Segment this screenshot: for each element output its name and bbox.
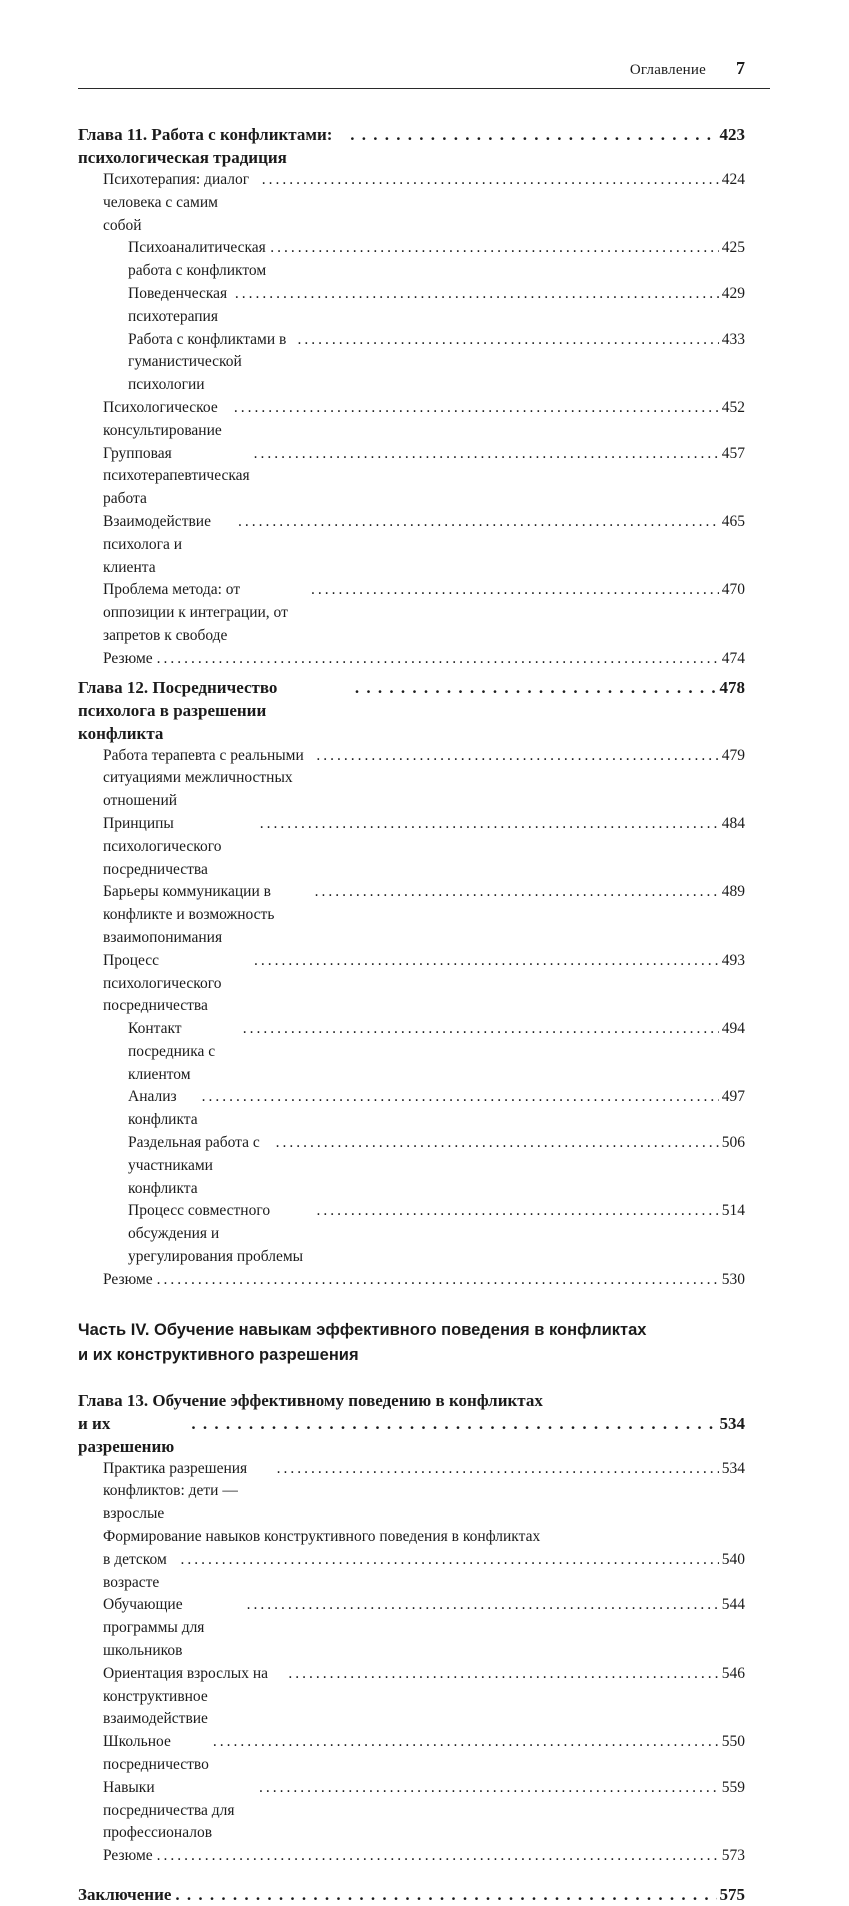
toc-entry-page: 493 xyxy=(721,951,745,969)
toc-entry-title: Работа с конфликтами в гуманистической психологии xyxy=(128,330,287,394)
dot-leader xyxy=(288,1663,718,1686)
toc-row xyxy=(78,1412,745,1458)
toc-item xyxy=(78,1318,745,1368)
toc-row xyxy=(128,1132,745,1200)
toc-item xyxy=(78,1594,745,1662)
toc-item xyxy=(78,1777,745,1845)
toc-entry-page: 452 xyxy=(721,398,745,416)
toc-item xyxy=(78,813,745,881)
toc-entry-title: Процесс совместного обсуждения и урегулирования проблемы xyxy=(128,1202,304,1266)
toc-entry-title: Принципы психологического посредничества xyxy=(103,814,222,878)
toc-entry-title: Процесс психологического посредничества xyxy=(103,951,222,1015)
toc-entry-title: Глава 12. Посредничество психолога в разрешении конфликта xyxy=(78,677,278,743)
toc-entry-page: 457 xyxy=(721,444,745,462)
toc-item xyxy=(78,1883,745,1906)
dot-leader xyxy=(254,950,719,973)
dot-leader xyxy=(262,169,719,192)
toc-row xyxy=(78,1343,745,1368)
toc-row xyxy=(128,283,745,329)
toc-entry-page: 484 xyxy=(721,814,745,832)
toc-entry-title: Анализ конфликта xyxy=(128,1088,198,1129)
toc-item xyxy=(78,648,745,671)
toc-item xyxy=(78,1132,745,1200)
toc-entry-title: Резюме xyxy=(103,649,153,667)
toc-entry-page: 474 xyxy=(721,649,745,667)
toc-item xyxy=(78,881,745,949)
toc-row xyxy=(103,169,745,237)
dot-leader xyxy=(234,397,719,420)
page-number: 7 xyxy=(736,58,745,78)
toc-entry-page: 575 xyxy=(719,1885,745,1904)
dot-leader xyxy=(311,579,719,602)
toc-row xyxy=(103,1777,745,1845)
toc-entry-title: Формирование навыков конструктивного поведения в конфликтах xyxy=(103,1528,541,1546)
toc-entry-page: 433 xyxy=(721,330,745,348)
toc-entry-title: Проблема метода: от оппозиции к интеграции, от запретов к свободе xyxy=(103,581,288,644)
toc-item xyxy=(78,1200,745,1268)
dot-leader xyxy=(316,1200,718,1223)
toc-entry-title: Заключение xyxy=(78,1885,172,1904)
toc-row xyxy=(103,443,745,511)
dot-leader xyxy=(235,283,719,306)
toc-row xyxy=(103,813,745,881)
toc-entry-title: Психоаналитическая работа с конфликтом xyxy=(128,239,267,280)
toc-entry-title: Раздельная работа с участниками конфликта xyxy=(128,1134,260,1197)
toc-list xyxy=(78,89,770,1906)
dot-leader xyxy=(350,123,716,146)
toc-entry-page: 494 xyxy=(721,1020,745,1038)
toc-row xyxy=(103,579,745,647)
toc-item xyxy=(78,1458,745,1526)
toc-row xyxy=(128,329,745,397)
toc-entry-page: 429 xyxy=(721,284,745,302)
toc-entry-page: 534 xyxy=(721,1459,745,1477)
toc-row xyxy=(103,1594,745,1662)
toc-entry-page: 550 xyxy=(721,1733,745,1751)
toc-row xyxy=(103,1663,745,1731)
toc-row xyxy=(78,123,745,169)
toc-entry-page: 470 xyxy=(721,581,745,599)
toc-entry-title: Глава 11. Работа с конфликтами: психологическая традиция xyxy=(78,125,333,167)
toc-entry-page: 530 xyxy=(721,1270,745,1288)
toc-item xyxy=(78,329,745,397)
toc-entry-title: в детском возрасте xyxy=(103,1550,167,1591)
toc-entry-title: Ориентация взрослых на конструктивное взаимодействие xyxy=(103,1664,269,1728)
dot-leader xyxy=(277,1458,719,1481)
toc-row xyxy=(103,1845,745,1868)
toc-item xyxy=(78,950,745,1018)
toc-entry-page: 478 xyxy=(719,677,745,697)
toc-entry-title: Взаимодействие психолога и клиента xyxy=(103,512,211,576)
toc-row xyxy=(103,1549,745,1595)
dot-leader xyxy=(243,1018,719,1041)
toc-row xyxy=(128,1200,745,1268)
toc-item xyxy=(78,1018,745,1086)
toc-item xyxy=(78,1526,745,1594)
toc-item xyxy=(78,237,745,283)
toc-row xyxy=(103,397,745,443)
toc-item xyxy=(78,1269,745,1292)
toc-row xyxy=(78,676,745,745)
toc-entry-page: 540 xyxy=(721,1550,745,1568)
toc-item xyxy=(78,169,745,237)
dot-leader xyxy=(202,1086,719,1109)
dot-leader xyxy=(254,443,719,466)
toc-entry-title: Практика разрешения конфликтов: дети — взрослые xyxy=(103,1459,248,1523)
toc-row xyxy=(103,745,745,813)
toc-item xyxy=(78,1389,745,1458)
toc-row xyxy=(103,1731,745,1777)
toc-entry-title: Работа терапевта с реальными ситуациями межличностных отношений xyxy=(103,746,304,810)
toc-entry-page: 497 xyxy=(721,1088,745,1106)
toc-item xyxy=(78,397,745,443)
toc-row xyxy=(103,1526,745,1549)
toc-row xyxy=(78,1318,745,1343)
toc-item xyxy=(78,283,745,329)
toc-row xyxy=(103,950,745,1018)
dot-leader xyxy=(315,881,719,904)
toc-row xyxy=(78,1389,745,1412)
dot-leader xyxy=(157,648,719,671)
toc-entry-page: 506 xyxy=(721,1134,745,1152)
toc-entry-page: 546 xyxy=(721,1664,745,1682)
toc-item xyxy=(78,745,745,813)
dot-leader xyxy=(181,1549,719,1572)
toc-row xyxy=(103,511,745,579)
toc-entry-page: 534 xyxy=(719,1413,745,1433)
toc-entry-title: Психотерапия: диалог человека с самим собой xyxy=(103,171,250,234)
dot-leader xyxy=(213,1731,719,1754)
toc-item xyxy=(78,1731,745,1777)
toc-item xyxy=(78,123,745,169)
running-head-title: Оглавление xyxy=(629,62,706,78)
toc-entry-title: Навыки посредничества для профессионалов xyxy=(103,1778,235,1842)
dot-leader xyxy=(238,511,719,534)
dot-leader xyxy=(191,1412,716,1435)
toc-entry-title: Часть IV. Обучение навыкам эффективного поведения в конфликтах xyxy=(78,1320,647,1339)
toc-entry-page: 559 xyxy=(721,1778,745,1796)
toc-row xyxy=(103,1269,745,1292)
toc-entry-page: 489 xyxy=(721,883,745,901)
toc-entry-page: 573 xyxy=(721,1847,745,1865)
toc-row xyxy=(103,1458,745,1526)
toc-entry-title: Резюме xyxy=(103,1847,153,1865)
toc-row xyxy=(128,237,745,283)
dot-leader xyxy=(259,1777,719,1800)
toc-item xyxy=(78,511,745,579)
dot-leader xyxy=(316,745,718,768)
toc-entry-page: 425 xyxy=(721,239,745,257)
toc-item xyxy=(78,1086,745,1132)
toc-item xyxy=(78,579,745,647)
toc-entry-title: Резюме xyxy=(103,1270,153,1288)
toc-item xyxy=(78,676,745,745)
toc-row xyxy=(103,648,745,671)
toc-entry-title: Барьеры коммуникации в конфликте и возможность взаимопонимания xyxy=(103,883,275,946)
running-head xyxy=(78,58,770,88)
toc-entry-title: Контакт посредника с клиентом xyxy=(128,1020,216,1083)
dot-leader xyxy=(157,1845,719,1868)
dot-leader xyxy=(297,329,718,352)
toc-row xyxy=(128,1018,745,1086)
toc-entry-title: и их разрешению xyxy=(78,1413,175,1456)
toc-entry-page: 424 xyxy=(721,171,745,188)
toc-entry-title: Психологическое консультирование xyxy=(103,398,222,439)
dot-leader xyxy=(247,1594,719,1617)
toc-entry-title: Обучающие программы для школьников xyxy=(103,1596,205,1660)
dot-leader xyxy=(270,237,718,260)
toc-entry-title: Школьное посредничество xyxy=(103,1733,209,1774)
dot-leader xyxy=(276,1132,719,1155)
toc-entry-page: 544 xyxy=(721,1596,745,1614)
toc-row xyxy=(103,881,745,949)
toc-item xyxy=(78,1845,745,1868)
dot-leader xyxy=(355,676,717,699)
toc-row xyxy=(78,1883,745,1906)
dot-leader xyxy=(157,1269,719,1292)
toc-entry-title: Поведенческая психотерапия xyxy=(128,284,228,325)
toc-entry-page: 465 xyxy=(721,512,745,530)
toc-item xyxy=(78,443,745,511)
toc-entry-title: и их конструктивного разрешения xyxy=(78,1345,359,1364)
toc-row xyxy=(128,1086,745,1132)
toc-entry-page: 479 xyxy=(721,746,745,764)
toc-entry-title: Групповая психотерапевтическая работа xyxy=(103,444,250,508)
dot-leader xyxy=(260,813,719,836)
toc-entry-page: 514 xyxy=(721,1202,745,1220)
toc-entry-title: Глава 13. Обучение эффективному поведению в конфликтах xyxy=(78,1390,543,1410)
dot-leader xyxy=(175,1883,716,1906)
toc-entry-page: 423 xyxy=(719,125,745,144)
toc-item xyxy=(78,1663,745,1731)
